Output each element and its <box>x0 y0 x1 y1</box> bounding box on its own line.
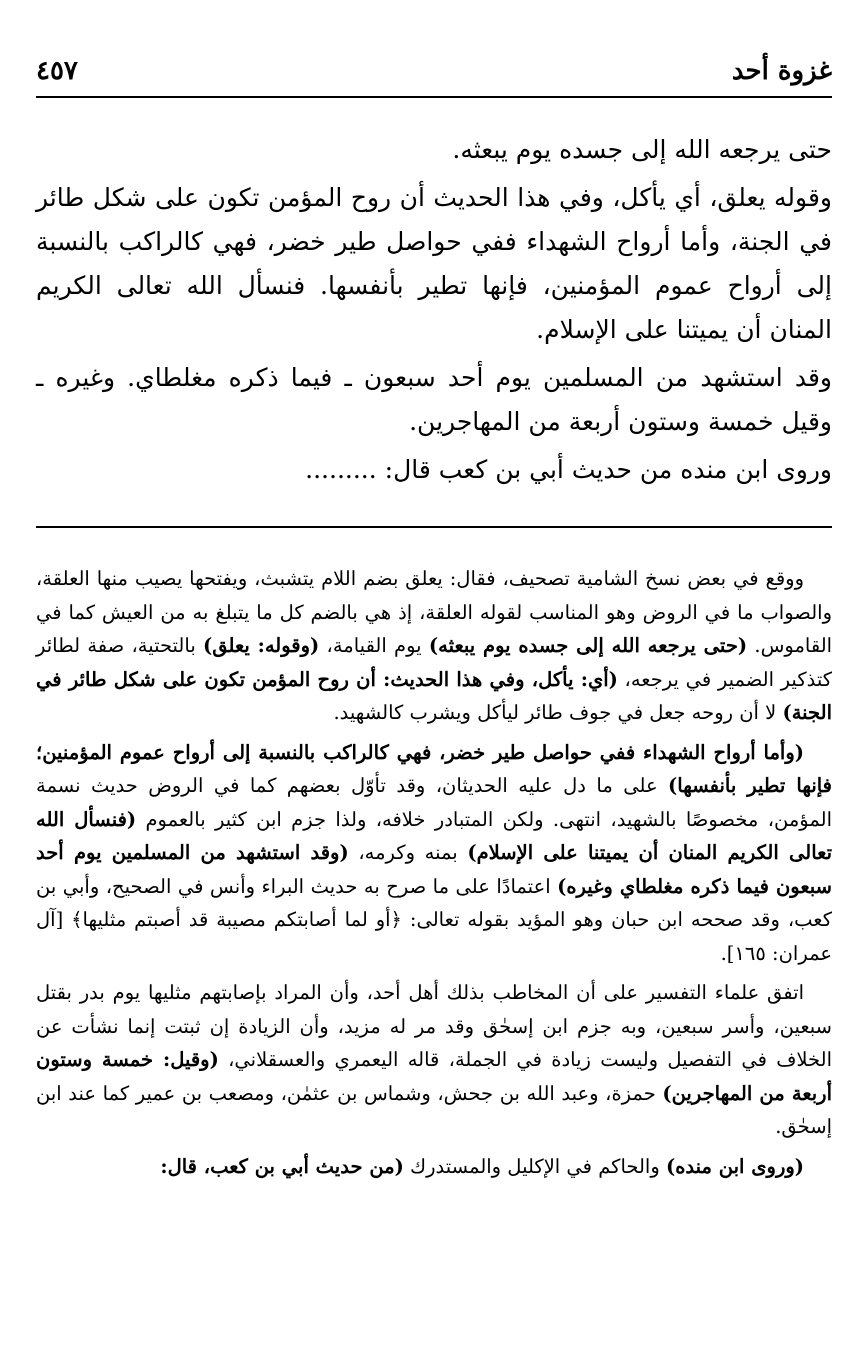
commentary-text-span: يوم القيامة، <box>326 634 422 657</box>
commentary-text-span: لا أن روحه جعل في جوف طائر ليأكل ويشرب كالشهيد. <box>333 701 777 724</box>
quoted-text: (حتى يرجعه الله إلى جسده يوم يبعثه) <box>428 634 748 657</box>
quoted-text: (من حديث أبي بن كعب، قال: <box>160 1154 404 1178</box>
chapter-title: غزوة أحد <box>731 56 832 86</box>
quoted-text: (وقوله: يعلق) <box>203 634 320 657</box>
commentary-text-span: بمنه وكرمه، <box>358 841 458 864</box>
commentary-text-span: اتفق علماء التفسير على أن المخاطب بذلك أهل أحد، وأن المراد بإصابتهم مثليها يوم بدر بقتل سبعين، وأسر سبعين، وبه جزم ابن إسحٰق وقد مر له مزيد، وأن الزيادة إن ثبتت إنما نشأت عن الخلاف في التفصيل وليست زيادة في الجملة، قاله اليعمري والعسقلاني، <box>36 981 832 1071</box>
quoted-text: (فنسأل الله تعالى الكريم المنان أن يميتنا على الإسلام) <box>36 807 833 864</box>
footnote-separator <box>36 526 832 528</box>
quoted-text: (وقيل: خمسة وستون أربعة من المهاجرين) <box>36 1048 832 1105</box>
main-paragraph: وقد استشهد من المسلمين يوم أحد سبعون ـ فيما ذكره مغلطاي. وغيره ـ وقيل خمسة وستون أربعة من المهاجرين. <box>36 363 832 436</box>
page-number: ٤٥٧ <box>36 56 78 86</box>
main-text <box>36 128 832 496</box>
commentary-text-span: بالتحتية، صفة لطائر كتذكير الضمير في يرجعه، <box>36 634 833 691</box>
commentary-paragraph <box>36 1150 832 1184</box>
commentary-paragraph <box>36 976 832 1144</box>
commentary-paragraph <box>36 562 832 730</box>
commentary-paragraph <box>36 736 832 971</box>
commentary-text <box>36 562 832 1189</box>
ellipsis-dots: ......... <box>305 455 377 484</box>
page-header <box>36 44 832 94</box>
commentary-text-span: ووقع في بعض نسخ الشامية تصحيف، فقال: يعلق بضم اللام يتشبث، ويفتحها يصيب منها العلقة، والصواب ما في الروض وهو المناسب لقوله العلقة، إذ هي بالضم كل ما يتبلغ به من العيش كما في القاموس. <box>36 567 833 657</box>
main-paragraph: حتى يرجعه الله إلى جسده يوم يبعثه. <box>452 135 832 164</box>
quoted-text: (أي: يأكل، وفي هذا الحديث: أن روح المؤمن تكون على شكل طائر في الجنة) <box>36 667 832 724</box>
commentary-text-span: حمزة، وعبد الله بن جحش، وشماس بن عثمٰن، ومصعب بن عمير كما عند ابن إسحٰق. <box>36 1081 832 1138</box>
quoted-text: (وأما أرواح الشهداء ففي حواصل طير خضر، فهي كالراكب بالنسبة إلى أرواح عموم المؤمنين؛ فإنها تطير بأنفسها) <box>36 740 833 797</box>
main-paragraph: وقوله يعلق، أي يأكل، وفي هذا الحديث أن روح المؤمن تكون على شكل طائر في الجنة، وأما أرواح الشهداء ففي حواصل طير خضر، فهي كالراكب بالنسبة إلى أرواح عموم المؤمنين، فإنها تطير بأنفسها. فنسأل الله تعالى الكريم المنان أن يميتنا على الإسلام. <box>36 183 832 344</box>
main-paragraph <box>36 448 832 492</box>
commentary-text-span: على ما دل عليه الحديثان، وقد تأوّل بعضهم كما في الروض حديث نسمة المؤمن، مخصوصًا بالشهيد، انتهى. ولكن المتبادر خلافه، ولذا جزم ابن كثير بالعموم <box>36 774 832 831</box>
header-rule <box>36 96 832 98</box>
commentary-text-span: والحاكم في الإكليل والمستدرك <box>410 1154 660 1178</box>
commentary-text-span: اعتمادًا على ما صرح به حديث البراء وأنس في الصحيح، وأبي بن كعب، وقد صححه ابن حبان وهو المؤيد بقوله تعالى: ﴿أو لما أصابتكم مصيبة قد أصبتم مثليها﴾ [آل عمران: ١٦٥]. <box>36 874 832 965</box>
main-paragraph-text: وروى ابن منده من حديث أبي بن كعب قال: <box>384 455 832 484</box>
quoted-text: (وروى ابن منده) <box>665 1154 804 1178</box>
quoted-text: (وقد استشهد من المسلمين يوم أحد سبعون فيما ذكره مغلطاي وغيره) <box>36 841 832 898</box>
